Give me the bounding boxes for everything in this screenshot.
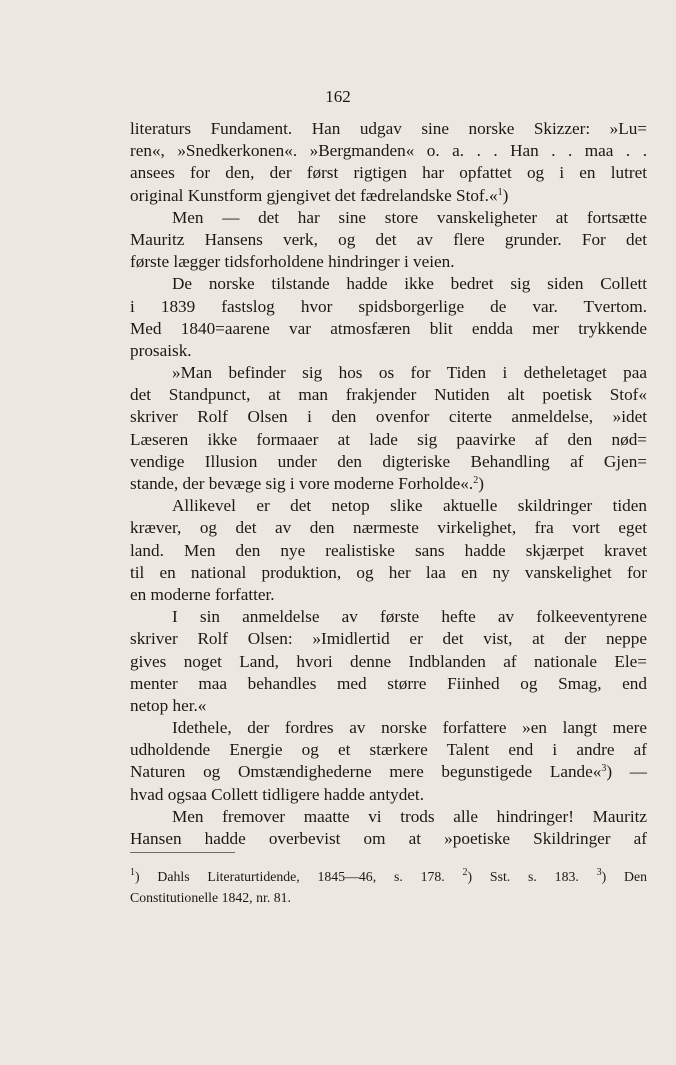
footnote-ref-1: 1 (497, 186, 503, 198)
footnote-line (130, 866, 647, 887)
text-line: Men — det har sine store vanskeligheter at fortsætte (172, 207, 647, 227)
text-line: kræver, og det av den nærmeste virkelighet, fra vort eget (130, 518, 647, 538)
text-line: skriver Rolf Olsen: »Imidlertid er det vist, at der neppe (130, 629, 647, 649)
footnote-divider (130, 852, 235, 853)
text-line: ansees for den, der først rigtigen har opfattet og i en lutret (130, 163, 647, 183)
text-line: Naturen og Omstændighederne mere begunstigede Lande«$^3$) — (130, 762, 647, 782)
text-line: literaturs Fundament. Han udgav sine norske Skizzer: »Lu= (130, 119, 647, 138)
text-line: De norske tilstande hadde ikke bedret sig siden Collett (172, 274, 647, 294)
text-line: stande, der bevæge sig i vore moderne Forholde«.$^2$) (130, 474, 484, 493)
text-line: udholdende Energie og et stærkere Talent end i andre af (130, 740, 647, 760)
footnote-ref-3: 3 (601, 763, 607, 775)
text-line: Mauritz Hansens verk, og det av flere grunder. For det (130, 229, 647, 249)
text-line: ren«, »Snedkerkonen«. »Bergmanden« o. a. . . Han . . maa . . (130, 141, 647, 161)
text-line: første lægger tidsforholdene hindringer i veien. (130, 252, 455, 272)
text-line: original Kunstform gjengivet det fædrelandske Stof.«$^1$) (130, 185, 509, 205)
footnote-1: ) Dahls Literaturtidende, 1845—46, s. 178. (135, 869, 445, 884)
footnote-line: Constitutionelle 1842, nr. 81. (130, 890, 291, 905)
text-line: gives noget Land, hvori denne Indblanden af nationale Ele= (130, 651, 647, 671)
text-line: vendige Illusion under den digteriske Behandling af Gjen= (130, 451, 647, 471)
text-line: menter maa behandles med større Fiinhed og Smag, end (130, 673, 647, 693)
text-line: hvad ogsaa Collett tidligere hadde antydet. (130, 784, 425, 804)
footnote-3: ) Den (601, 869, 648, 884)
text-line: Men fremover maatte vi trods alle hindringer! Mauritz (172, 806, 647, 826)
text-line: i 1839 fastslog hvor spidsborgerlige de var. Tvertom. (130, 296, 647, 316)
text-line: prosaisk. (130, 340, 192, 360)
text-line: det Standpunct, at man frakjender Nutiden alt poetisk Stof« (130, 385, 647, 405)
text-line: Hansen hadde overbevist om at »poetiske Skildringer af (130, 829, 647, 848)
text-line: Læseren ikke formaaer at lade sig paavirke af den nød= (130, 429, 647, 449)
footnote-2: ) Sst. s. 183. (467, 869, 579, 884)
footnote-1-marker: 1 (130, 867, 135, 878)
text-line: skriver Rolf Olsen i den ovenfor citerte anmeldelse, »idet (130, 407, 647, 427)
text-line: I sin anmeldelse av første hefte av folkeeventyrene (172, 607, 647, 627)
text-line: netop her.« (130, 695, 207, 715)
footnote-ref-2: 2 (473, 475, 479, 486)
text-line: land. Men den nye realistiske sans hadde skjærpet kravet (130, 540, 647, 560)
body-text (130, 118, 647, 850)
text-line: »Man befinder sig hos os for Tiden i detheletaget paa (172, 363, 647, 383)
text-line: Allikevel er det netop slike aktuelle skildringer tiden (172, 496, 647, 516)
text-line: til en national produktion, og her laa en ny vanskelighet for (130, 562, 647, 582)
footnote-2-marker: 2 (462, 867, 468, 878)
text-line: Idethele, der fordres av norske forfattere »en langt mere (172, 718, 647, 738)
text-line: en moderne forfatter. (130, 584, 275, 604)
text-line: Med 1840=aarene var atmosfæren blit endda mer trykkende (130, 318, 647, 338)
footnote-3-marker: 3 (596, 867, 602, 878)
page-number: 162 (325, 87, 351, 106)
footnotes (130, 866, 647, 908)
